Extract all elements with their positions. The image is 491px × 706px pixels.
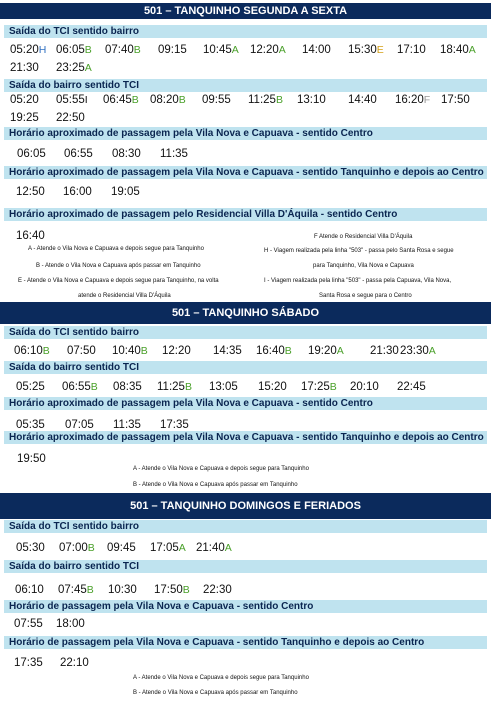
- departure-time: 17:05A: [150, 542, 186, 554]
- block-label: Saída do bairro sentido TCI: [4, 560, 487, 573]
- departure-time: 09:55: [202, 94, 231, 106]
- departure-time: 21:40A: [196, 542, 232, 554]
- trip-code: B: [184, 381, 192, 393]
- trip-code: B: [87, 542, 95, 554]
- departure-time: 07:55: [14, 618, 43, 630]
- departure-time: 19:20A: [308, 345, 344, 357]
- block-label: Saída do TCI sentido bairro: [4, 25, 487, 38]
- times-row: [16, 229, 491, 243]
- departure-time: 09:15: [158, 44, 187, 56]
- block-label: Horário aproximado de passagem pelo Residencial Villa D'Áquila - sentido Centro: [4, 208, 487, 221]
- departure-time: 17:50: [441, 94, 470, 106]
- trip-code: B: [182, 584, 190, 596]
- times-row: [17, 452, 491, 466]
- departure-time: 19:50: [17, 453, 46, 465]
- departure-time: 14:40: [348, 94, 377, 106]
- trip-code: B: [140, 345, 148, 357]
- departure-time: 06:05: [17, 148, 46, 160]
- departure-time: 20:10: [350, 381, 379, 393]
- departure-time: 18:40A: [440, 44, 476, 56]
- trip-code: A: [178, 542, 186, 554]
- departure-time: 15:20: [258, 381, 287, 393]
- departure-time: 11:25B: [157, 381, 192, 393]
- departure-time: 07:05: [65, 419, 94, 431]
- departure-time: 19:25: [10, 112, 39, 124]
- departure-time: 17:10: [397, 44, 426, 56]
- departure-time: 16:40: [16, 230, 45, 242]
- note: F Atende o Residencial Villa D'Áquila: [314, 234, 413, 240]
- note: B - Atende o Vila Nova e Capuava após passar em Tanquinho: [133, 690, 298, 696]
- departure-time: 14:00: [302, 44, 331, 56]
- departure-time: 07:40B: [105, 44, 141, 56]
- times-row: [10, 43, 488, 57]
- departure-time: 23:30A: [400, 345, 436, 357]
- trip-code: A: [224, 542, 232, 554]
- trip-code: A: [278, 44, 286, 56]
- trip-code: H: [38, 44, 47, 56]
- departure-time: 22:50: [56, 112, 85, 124]
- departure-time: 07:00B: [59, 542, 95, 554]
- departure-time: 18:00: [56, 618, 85, 630]
- trip-code: F: [423, 94, 431, 106]
- departure-time: 07:45B: [58, 584, 94, 596]
- departure-time: 06:55B: [62, 381, 98, 393]
- departure-time: 08:20B: [150, 94, 186, 106]
- trip-code: B: [84, 44, 92, 56]
- times-row: [16, 541, 491, 555]
- departure-time: 12:20: [162, 345, 191, 357]
- trip-code: A: [428, 345, 436, 357]
- departure-time: 13:05: [209, 381, 238, 393]
- departure-time: 17:35: [160, 419, 189, 431]
- block-label: Horário de passagem pela Vila Nova e Capuava - sentido Centro: [4, 600, 487, 613]
- departure-time: 11:35: [160, 148, 188, 160]
- times-row: [14, 656, 491, 670]
- block-label: Horário aproximado de passagem pela Vila Nova e Capuava - sentido Tanquinho e depois ao Centro: [4, 166, 487, 179]
- departure-time: 12:20A: [250, 44, 286, 56]
- trip-code: A: [468, 44, 476, 56]
- times-row: [16, 185, 491, 199]
- departure-time: 17:35: [14, 657, 43, 669]
- departure-time: 17:50B: [154, 584, 190, 596]
- trip-code: B: [42, 345, 50, 357]
- block-label: Horário aproximado de passagem pela Vila Nova e Capuava - sentido Centro: [4, 127, 487, 140]
- departure-time: 16:40B: [256, 345, 292, 357]
- note: B - Atende o Vila Nova e Capuava após passar em Tanquinho: [36, 263, 201, 269]
- section-title-weekdays: 501 – TANQUINHO SEGUNDA A SEXTA: [0, 3, 491, 19]
- block-label: Horário de passagem pela Vila Nova e Capuava - sentido Tanquinho e depois ao Centro: [4, 636, 487, 649]
- times-row: [14, 617, 491, 631]
- departure-time: 10:30: [108, 584, 137, 596]
- departure-time: 13:10: [297, 94, 326, 106]
- departure-time: 21:30: [370, 345, 399, 357]
- departure-time: 05:30: [16, 542, 45, 554]
- times-row: [14, 344, 491, 358]
- trip-code: B: [90, 381, 98, 393]
- trip-code: B: [178, 94, 186, 106]
- departure-time: 07:50: [67, 345, 96, 357]
- trip-code: A: [231, 44, 239, 56]
- times-row: [10, 61, 488, 75]
- departure-time: 17:25B: [301, 381, 337, 393]
- departure-time: 05:55I: [56, 94, 88, 106]
- times-row: [16, 418, 491, 432]
- times-row: [10, 111, 488, 125]
- block-label: Saída do TCI sentido bairro: [4, 520, 487, 533]
- note: A - Atende o Vila Nova e Capuava e depois segue para Tanquinho: [133, 675, 309, 681]
- block-label: Saída do bairro sentido TCI: [4, 79, 487, 92]
- departure-time: 10:45A: [203, 44, 239, 56]
- trip-code: B: [329, 381, 337, 393]
- departure-time: 22:10: [60, 657, 89, 669]
- trip-code: B: [284, 345, 292, 357]
- departure-time: 22:30: [203, 584, 232, 596]
- block-label: Horário aproximado de passagem pela Vila Nova e Capuava - sentido Centro: [4, 397, 487, 410]
- note: B - Atende o Vila Nova e Capuava após passar em Tanquinho: [133, 482, 298, 488]
- departure-time: 16:00: [63, 186, 92, 198]
- departure-time: 16:20F: [395, 94, 431, 106]
- times-row: [10, 93, 488, 107]
- departure-time: 11:35: [113, 419, 141, 431]
- trip-code: B: [275, 94, 283, 106]
- departure-time: 10:40B: [112, 345, 148, 357]
- departure-time: 06:05B: [56, 44, 92, 56]
- trip-code: B: [133, 44, 141, 56]
- block-label: Saída do bairro sentido TCI: [4, 361, 487, 374]
- departure-time: 05:35: [16, 419, 45, 431]
- note: A - Atende o Vila Nova e Capuava e depois segue para Tanquinho: [133, 466, 309, 472]
- departure-time: 21:30: [10, 62, 39, 74]
- section-title-saturday: 501 – TANQUINHO SÁBADO: [0, 302, 491, 324]
- times-row: [15, 583, 491, 597]
- note: E - Atende o Vila Nova e Capuava e depois segue para Tanquinho, na volta: [18, 278, 219, 284]
- departure-time: 22:45: [397, 381, 426, 393]
- departure-time: 06:55: [64, 148, 93, 160]
- departure-time: 09:45: [107, 542, 136, 554]
- note: I - Viagem realizada pela linha "503" - passa pela Capuava, Vila Nova,: [264, 278, 452, 284]
- departure-time: 23:25A: [56, 62, 92, 74]
- departure-time: 12:50: [16, 186, 45, 198]
- departure-time: 05:20H: [10, 44, 47, 56]
- departure-time: 08:35: [113, 381, 142, 393]
- departure-time: 06:10: [15, 584, 44, 596]
- block-label: Horário aproximado de passagem pela Vila Nova e Capuava - sentido Tanquinho e depois ao Centro: [4, 431, 487, 444]
- departure-time: 15:30E: [348, 44, 384, 56]
- departure-time: 14:35: [213, 345, 242, 357]
- times-row: [17, 147, 491, 161]
- departure-time: 05:25: [16, 381, 45, 393]
- times-row: [16, 380, 491, 394]
- trip-code: A: [336, 345, 344, 357]
- note: atende o Residencial Villa D'Áquila: [78, 293, 171, 299]
- trip-code: B: [86, 584, 94, 596]
- departure-time: 06:10B: [14, 345, 50, 357]
- departure-time: 08:30: [112, 148, 141, 160]
- departure-time: 11:25B: [248, 94, 283, 106]
- note: H - Viagem realizada pela linha "503" - passa pelo Santa Rosa e segue: [264, 248, 454, 254]
- note: A - Atende o Vila Nova e Capuava e depois segue para Tanquinho: [28, 246, 204, 252]
- trip-code: I: [84, 94, 88, 106]
- departure-time: 19:05: [111, 186, 140, 198]
- trip-code: A: [84, 62, 92, 74]
- trip-code: B: [131, 94, 139, 106]
- note: para Tanquinho, Vila Nova e Capuava: [313, 263, 414, 269]
- departure-time: 05:20: [10, 94, 39, 106]
- departure-time: 06:45B: [103, 94, 139, 106]
- note: Santa Rosa e segue para o Centro: [319, 293, 412, 299]
- block-label: Saída do TCI sentido bairro: [4, 326, 487, 339]
- section-title-sundays: 501 – TANQUINHO DOMINGOS E FERIADOS: [0, 493, 491, 519]
- trip-code: E: [376, 44, 384, 56]
